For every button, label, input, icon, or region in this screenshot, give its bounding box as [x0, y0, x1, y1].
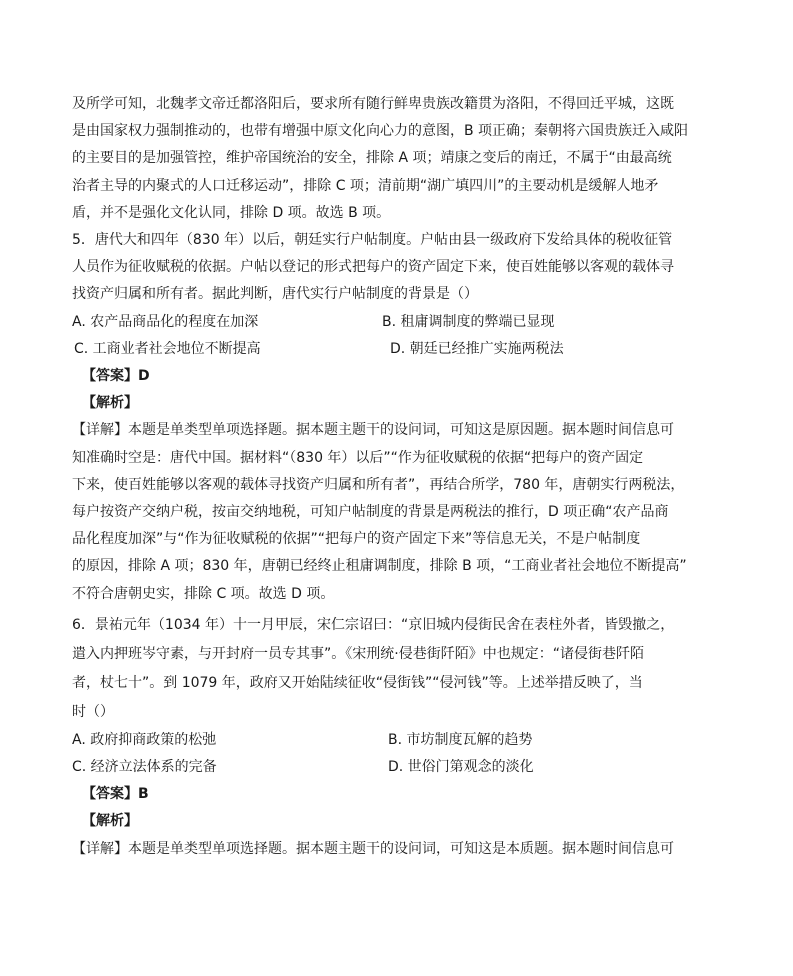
text-line: 的主要目的是加强管控，维护帝国统治的安全，排除 A 项；靖康之变后的南迁，不属于“由最高统	[72, 150, 672, 167]
option-row	[72, 727, 688, 754]
option-a: A. 农产品商品化的程度在加深	[72, 313, 259, 330]
option-b: B. 市坊制度瓦解的趋势	[388, 731, 533, 748]
question-stem: 6．景祐元年（1034 年）十一月甲辰，宋仁宗诏曰：“京旧城内侵街民舍在表柱外者，皆毁撤之，	[72, 616, 675, 633]
text-line: 盾，并不是强化文化认同，排除 D 项。故选 B 项。	[72, 204, 391, 221]
answer-label: 【答案】D	[82, 368, 150, 384]
option-c: C. 经济立法体系的完备	[72, 759, 217, 776]
text-line: 及所学可知，北魏孝文帝迁都洛阳后，要求所有随行鲜卑贵族改籍贯为洛阳，不得回迁平城，这既	[72, 96, 674, 112]
question-stem: 者，杖七十”。到 1079 年，政府又开始陆续征收“侵街钱”“侵河钱”等。上述举措反映了，当	[72, 674, 643, 691]
question-6	[72, 611, 688, 863]
detail-text: 每户按资产交纳户税，按亩交纳地税，可知户帖制度的背景是两税法的推行，D 项正确“农产品商	[72, 504, 669, 521]
detail-text: 品化程度加深”与“作为征收赋税的依据”“把每户的资产固定下来”等信息无关，不是户帖制度	[72, 531, 641, 548]
q4-analysis-tail	[72, 91, 688, 227]
option-row	[72, 336, 688, 363]
detail-text: 下来，使百姓能够以客观的载体寻找资产归属和所有者”，再结合所学，780 年，唐朝实行两税法，	[72, 476, 685, 493]
answer-label: 【答案】B	[82, 786, 149, 803]
question-stem: 时（）	[72, 703, 114, 720]
detail-text: 知准确时空是：唐代中国。据材料“（830 年）以后”“作为征收赋税的依据“把每户的资产固定	[72, 449, 644, 466]
detail-text: 不符合唐朝史实，排除 C 项。故选 D 项。	[72, 585, 335, 602]
document-page	[72, 91, 688, 863]
analysis-label: 【解析】	[82, 813, 138, 830]
option-c: C. 工商业者社会地位不断提高	[74, 340, 261, 357]
analysis-label: 【解析】	[82, 395, 138, 412]
option-a: A. 政府抑商政策的松弛	[72, 731, 217, 748]
text-line: 治者主导的内聚式的人口迁移运动”，排除 C 项；清前期“湖广填四川”的主要动机是缓解人地矛	[72, 177, 659, 194]
question-stem: 遣入内押班岑守素，与开封府一员专其事”。《宋刑统·侵巷街阡陌》中也规定：“诸侵街巷阡陌	[72, 645, 644, 662]
option-row	[72, 309, 688, 336]
option-b: B. 租庸调制度的弊端已显现	[382, 313, 555, 330]
option-row	[72, 754, 688, 781]
option-d: D. 世俗门第观念的淡化	[388, 759, 534, 776]
detail-text: 【详解】本题是单类型单项选择题。据本题主题干的设问词，可知这是原因题。据本题时间信息可	[72, 422, 674, 439]
option-d: D. 朝廷已经推广实施两税法	[390, 340, 564, 357]
detail-text: 【详解】本题是单类型单项选择题。据本题主题干的设问词，可知这是本质题。据本题时间信息可	[72, 840, 674, 857]
question-stem: 5．唐代大和四年（830 年）以后，朝廷实行户帖制度。户帖由县一级政府下发给具体的税收征管	[72, 232, 673, 249]
text-line: 是由国家权力强制推动的，也带有增强中原文化向心力的意图，B 项正确；秦朝将六国贵族迁入咸阳	[72, 123, 688, 140]
question-stem: 人员作为征收赋税的依据。户帖以登记的形式把每户的资产固定下来，使百姓能够以客观的载体寻	[72, 259, 674, 276]
detail-text: 的原因，排除 A 项；830 年，唐朝已经终止租庸调制度，排除 B 项，“工商业者社会地位不断提高”	[72, 558, 687, 575]
question-stem: 找资产归属和所有者。据此判断，唐代实行户帖制度的背景是（）	[72, 286, 478, 303]
question-5	[72, 227, 688, 608]
